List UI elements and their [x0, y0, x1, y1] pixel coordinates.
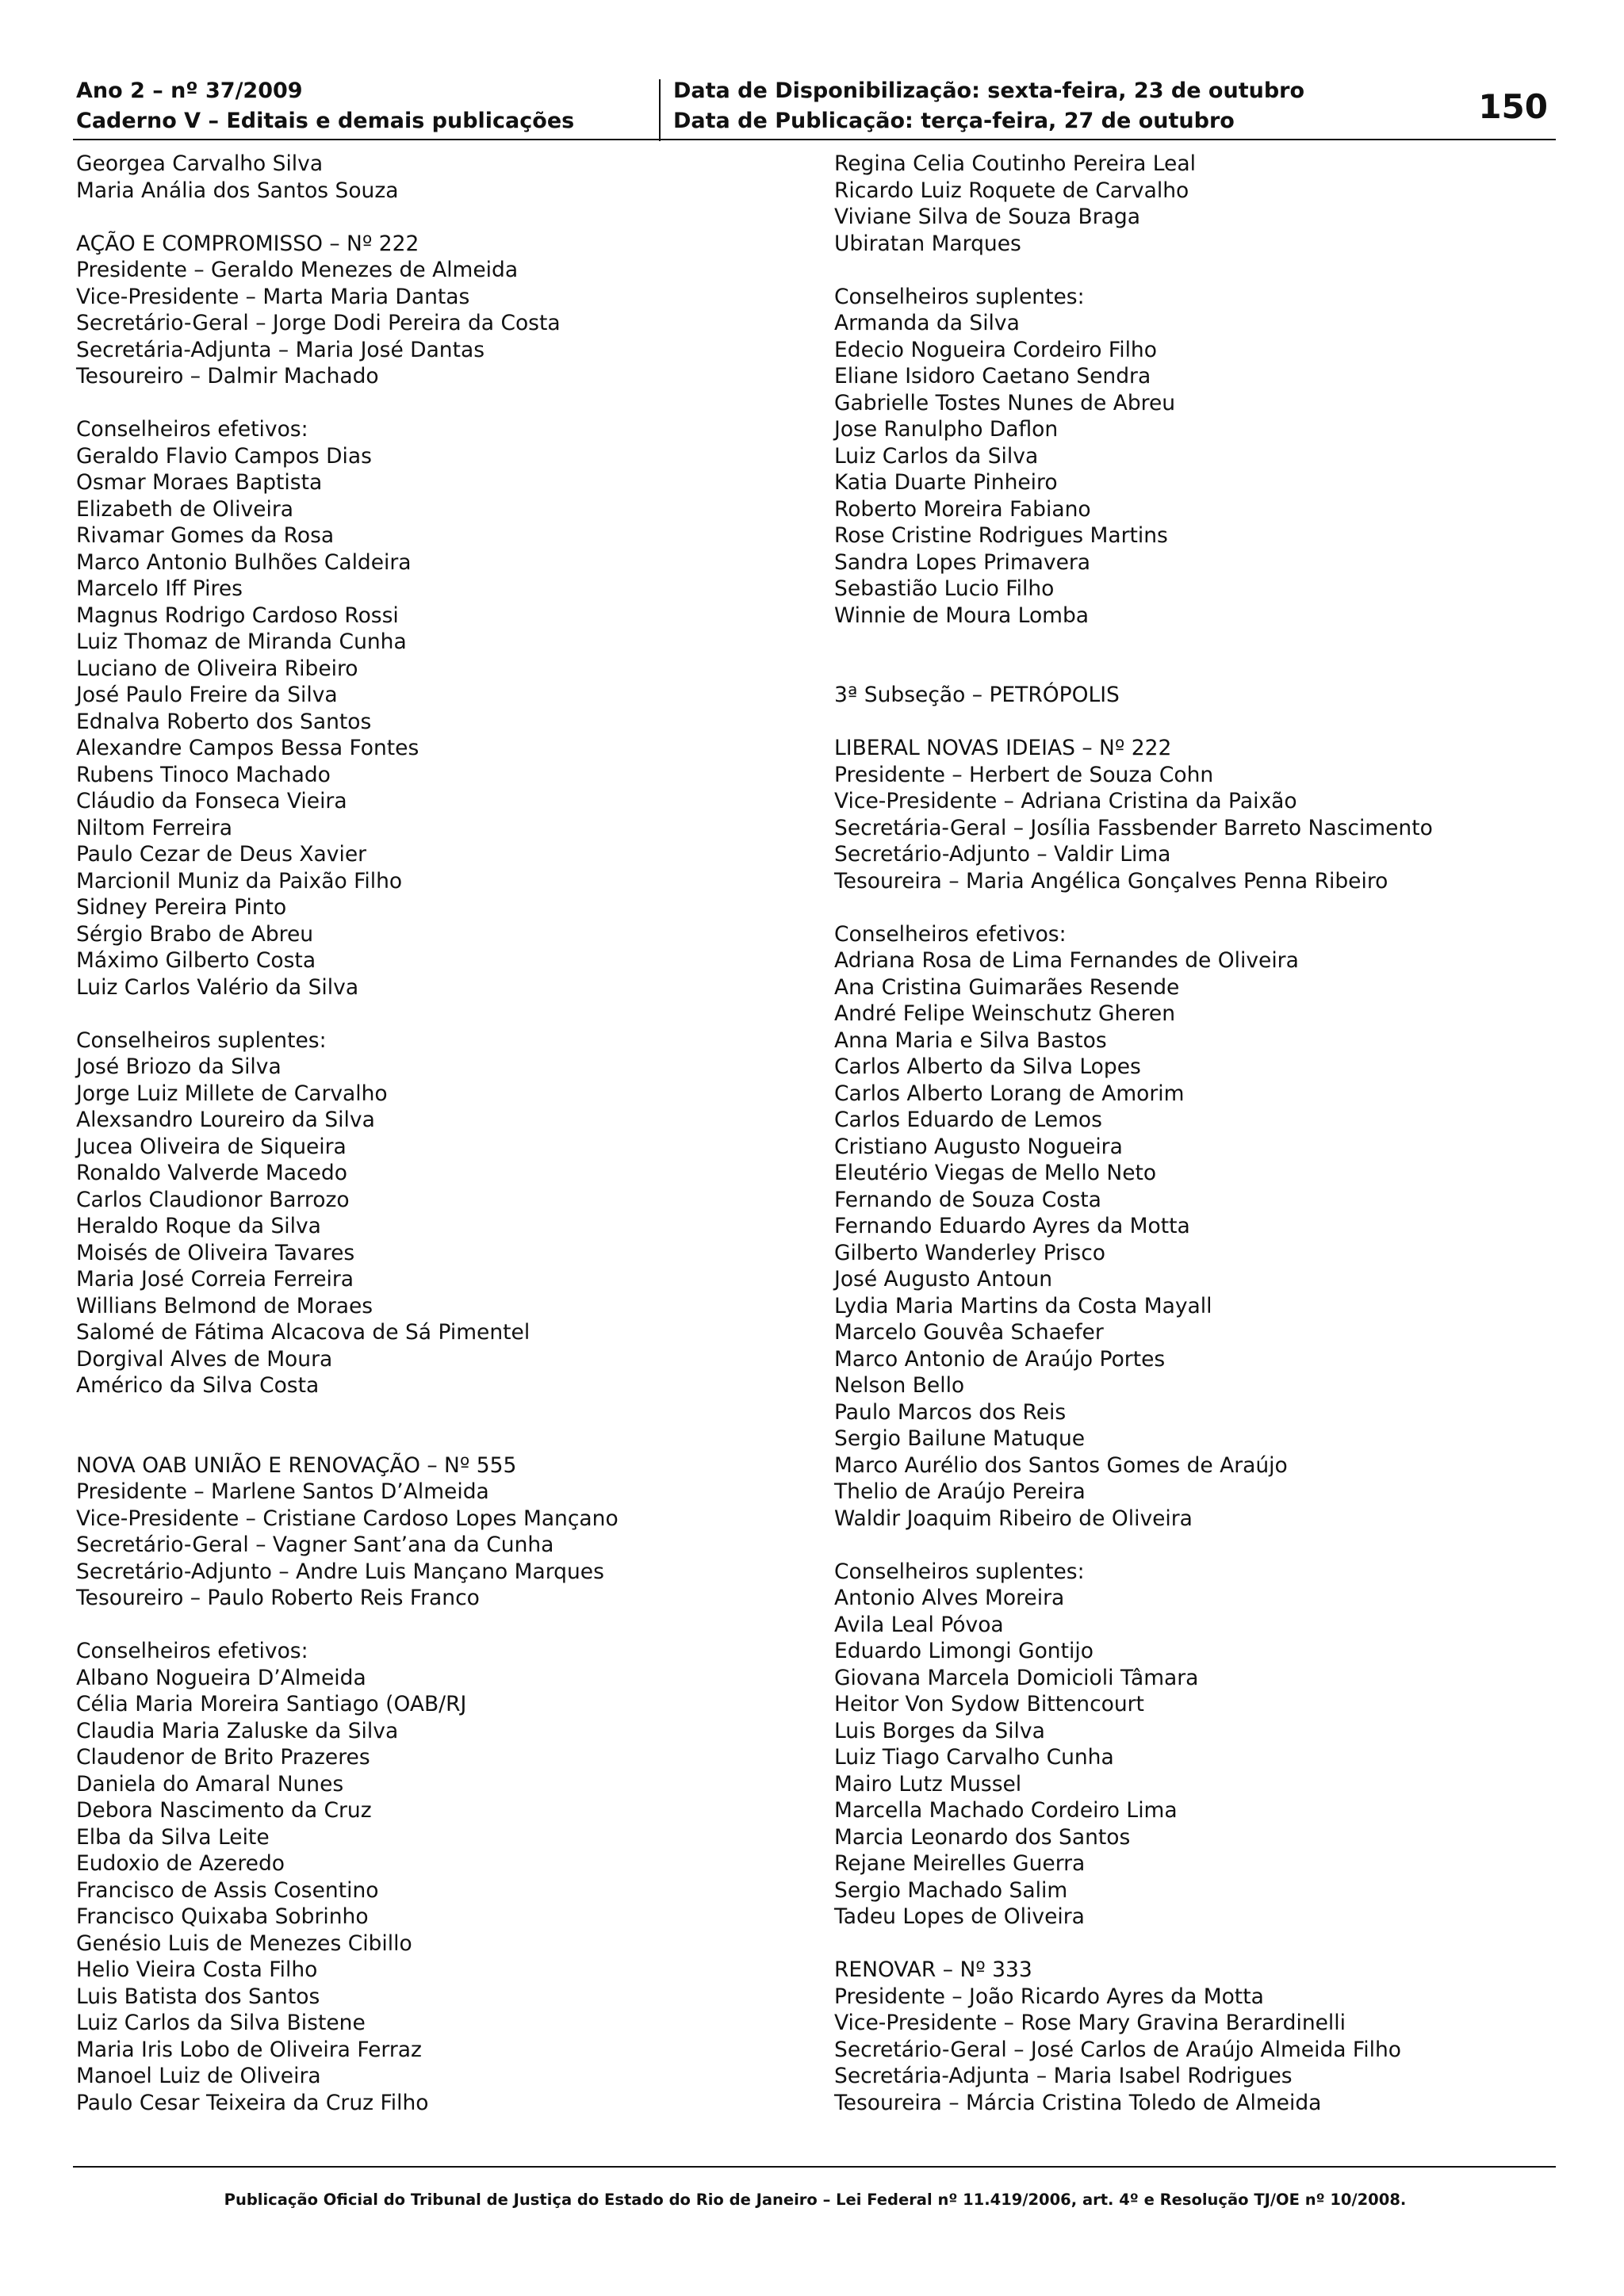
text-line: Secretário-Geral – Vagner Sant’ana da Cunha — [76, 1533, 554, 1557]
header-availability-date: Data de Disponibilização: sexta-feira, 23 de outubro — [673, 78, 1305, 103]
text-line: Cláudio da Fonseca Vieira — [76, 789, 347, 813]
text-line: Eliane Isidoro Caetano Sendra — [834, 364, 1151, 388]
text-line: Mairo Lutz Mussel — [834, 1771, 1022, 1797]
text-line: Elba da Silva Leite — [76, 1824, 270, 1850]
text-line: Ronaldo Valverde Macedo — [76, 1161, 347, 1185]
text-line: Marcella Machado Cordeiro Lima — [834, 1798, 1178, 1823]
text-line: Claudenor de Brito Prazeres — [76, 1745, 370, 1770]
right-column — [834, 151, 1548, 2116]
text-line: Tesoureira – Maria Angélica Gonçalves Penna Ribeiro — [834, 868, 1388, 894]
text-line: Antonio Alves Moreira — [834, 1586, 1065, 1610]
text-line: Winnie de Moura Lomba — [834, 603, 1090, 628]
blank-line — [834, 257, 1548, 284]
text-line: Katia Duarte Pinheiro — [834, 470, 1058, 495]
text-line: Ana Cristina Guimarães Resende — [834, 974, 1180, 1000]
blank-line — [76, 1001, 790, 1027]
text-line: José Augusto Antoun — [834, 1267, 1053, 1292]
text-line: Debora Nascimento da Cruz — [76, 1798, 372, 1823]
text-line: Willians Belmond de Moraes — [76, 1293, 373, 1318]
text-line: Secretária-Geral – Josília Fassbender Barreto Nascimento — [834, 815, 1433, 840]
text-line: Carlos Claudionor Barrozo — [76, 1187, 350, 1212]
text-line: Marcelo Gouvêa Schaefer — [834, 1320, 1104, 1345]
text-line: Presidente – Marlene Santos D’Almeida — [76, 1479, 489, 1504]
text-line: Alexsandro Loureiro da Silva — [76, 1108, 375, 1132]
text-line: Armanda da Silva — [834, 311, 1020, 335]
text-line: Sandra Lopes Primavera — [834, 549, 1091, 575]
text-line: Jucea Oliveira de Siqueira — [76, 1134, 347, 1159]
text-line: Francisco de Assis Cosentino — [76, 1877, 379, 1903]
text-line: Moisés de Oliveira Tavares — [76, 1240, 355, 1265]
text-line: Lydia Maria Martins da Costa Mayall — [834, 1293, 1212, 1318]
blank-line — [834, 894, 1548, 921]
text-line: Presidente – João Ricardo Ayres da Motta — [834, 1984, 1264, 2009]
blank-line — [834, 1532, 1548, 1559]
text-line: Heitor Von Sydow Bittencourt — [834, 1692, 1144, 1716]
header-rule — [73, 139, 1556, 140]
text-line: Roberto Moreira Fabiano — [834, 496, 1091, 522]
blank-line — [76, 390, 790, 417]
text-line: Rivamar Gomes da Rosa — [76, 523, 335, 548]
text-line: Tesoureiro – Paulo Roberto Reis Franco — [76, 1586, 480, 1610]
text-line: Manoel Luiz de Oliveira — [76, 2064, 321, 2088]
text-line: Adriana Rosa de Lima Fernandes de Oliveira — [834, 948, 1299, 973]
text-line: Conselheiros efetivos: — [76, 417, 308, 442]
text-line: Presidente – Herbert de Souza Cohn — [834, 762, 1214, 787]
text-line: Helio Vieira Costa Filho — [76, 1957, 318, 1982]
text-line: Conselheiros suplentes: — [834, 284, 1085, 309]
text-line: Dorgival Alves de Moura — [76, 1346, 333, 1372]
text-line: Carlos Eduardo de Lemos — [834, 1108, 1102, 1132]
text-line: Vice-Presidente – Rose Mary Gravina Berardinelli — [834, 2011, 1346, 2035]
text-line: Francisco Quixaba Sobrinho — [76, 1904, 369, 1929]
blank-line — [76, 1399, 790, 1426]
text-line: Sérgio Brabo de Abreu — [76, 921, 314, 947]
text-line: Paulo Cesar Teixeira da Cruz Filho — [76, 2090, 429, 2115]
header-dates — [661, 76, 1454, 140]
page-footer: Publicação Oficial do Tribunal de Justiça do Estado do Rio de Janeiro – Lei Federal nº 11.419/2006, art. 4º e Resolução TJ/OE nº 10/2008. — [224, 2191, 1407, 2209]
text-line: Sergio Bailune Matuque — [834, 1426, 1086, 1451]
blank-line — [834, 709, 1548, 736]
text-line: Paulo Marcos dos Reis — [834, 1399, 1067, 1425]
text-line: 3ª Subseção – PETRÓPOLIS — [834, 683, 1120, 707]
footer-rule — [73, 2166, 1556, 2168]
text-line: Maria Anália dos Santos Souza — [76, 178, 399, 203]
text-line: Avila Leal Póvoa — [834, 1612, 1004, 1637]
text-line: Paulo Cezar de Deus Xavier — [76, 842, 367, 867]
text-line: Conselheiros efetivos: — [834, 921, 1067, 947]
text-line: Luis Borges da Silva — [834, 1718, 1045, 1743]
text-line: Gabrielle Tostes Nunes de Abreu — [834, 390, 1176, 415]
page-number: 150 — [1478, 87, 1548, 126]
text-line: Sebastião Lucio Filho — [834, 576, 1055, 601]
text-line: Marco Antonio Bulhões Caldeira — [76, 549, 412, 575]
text-line: Cristiano Augusto Nogueira — [834, 1134, 1123, 1159]
text-line: Secretário-Adjunto – Valdir Lima — [834, 842, 1171, 867]
text-line: Marco Antonio de Araújo Portes — [834, 1346, 1166, 1372]
text-line: Osmar Moraes Baptista — [76, 470, 323, 495]
text-line: Luiz Thomaz de Miranda Cunha — [76, 629, 407, 654]
text-line: Anna Maria e Silva Bastos — [834, 1027, 1107, 1053]
blank-line — [76, 204, 790, 231]
text-line: Vice-Presidente – Marta Maria Dantas — [76, 284, 470, 309]
text-line: LIBERAL NOVAS IDEIAS – Nº 222 — [834, 736, 1172, 760]
text-line: Secretário-Adjunto – Andre Luis Mançano Marques — [76, 1559, 604, 1584]
text-line: Tesoureiro – Dalmir Machado — [76, 364, 379, 388]
text-line: AÇÃO E COMPROMISSO – Nº 222 — [76, 231, 419, 256]
header-section-line: Caderno V – Editais e demais publicações — [76, 109, 575, 133]
text-line: Carlos Alberto Lorang de Amorim — [834, 1081, 1185, 1106]
text-line: Tadeu Lopes de Oliveira — [834, 1904, 1085, 1929]
text-line: Heraldo Roque da Silva — [76, 1214, 321, 1238]
text-line: Nelson Bello — [834, 1373, 965, 1398]
text-line: Luiz Tiago Carvalho Cunha — [834, 1745, 1114, 1770]
text-line: Luciano de Oliveira Ribeiro — [76, 656, 358, 681]
text-line: Giovana Marcela Domicioli Tâmara — [834, 1665, 1199, 1690]
text-line: Alexandre Campos Bessa Fontes — [76, 736, 419, 760]
text-line: Secretária-Adjunta – Maria José Dantas — [76, 337, 485, 362]
text-line: Elizabeth de Oliveira — [76, 496, 293, 522]
text-line: Rose Cristine Rodrigues Martins — [834, 523, 1168, 548]
text-line: Célia Maria Moreira Santiago (OAB/RJ — [76, 1692, 467, 1716]
text-line: Marcelo Iff Pires — [76, 576, 243, 601]
text-line: Marcia Leonardo dos Santos — [834, 1824, 1131, 1850]
text-line: Viviane Silva de Souza Braga — [834, 205, 1140, 229]
text-line: Niltom Ferreira — [76, 815, 233, 840]
left-column — [76, 151, 790, 2116]
text-line: Rubens Tinoco Machado — [76, 762, 331, 787]
text-line: José Briozo da Silva — [76, 1054, 282, 1079]
text-line: RENOVAR – Nº 333 — [834, 1957, 1032, 1982]
text-line: Waldir Joaquim Ribeiro de Oliveira — [834, 1506, 1193, 1531]
text-line: Genésio Luis de Menezes Cibillo — [76, 1931, 412, 1956]
text-line: Salomé de Fátima Alcacova de Sá Pimentel — [76, 1320, 530, 1345]
text-line: Fernando de Souza Costa — [834, 1187, 1101, 1212]
text-line: Claudia Maria Zaluske da Silva — [76, 1718, 399, 1743]
text-line: Ubiratan Marques — [834, 231, 1021, 256]
blank-line — [834, 656, 1548, 683]
text-line: Luiz Carlos Valério da Silva — [76, 974, 359, 1000]
text-line: Eudoxio de Azeredo — [76, 1851, 285, 1876]
text-line: Jorge Luiz Millete de Carvalho — [76, 1081, 388, 1106]
text-line: Fernando Eduardo Ayres da Motta — [834, 1214, 1190, 1238]
text-line: André Felipe Weinschutz Gheren — [834, 1001, 1176, 1026]
text-line: Edecio Nogueira Cordeiro Filho — [834, 337, 1157, 362]
text-line: Eduardo Limongi Gontijo — [834, 1639, 1094, 1663]
text-line: Marco Aurélio dos Santos Gomes de Araújo — [834, 1452, 1288, 1478]
header-edition-line: Ano 2 – nº 37/2009 — [76, 78, 303, 103]
text-line: Américo da Silva Costa — [76, 1373, 320, 1398]
text-line: Maria José Correia Ferreira — [76, 1267, 354, 1292]
text-line: Marcionil Muniz da Paixão Filho — [76, 868, 403, 894]
text-line: Carlos Alberto da Silva Lopes — [834, 1054, 1141, 1079]
text-line: Luiz Carlos da Silva — [834, 443, 1039, 469]
text-line: Secretária-Adjunta – Maria Isabel Rodrigues — [834, 2064, 1293, 2088]
text-line: Ednalva Roberto dos Santos — [76, 709, 372, 734]
text-line: Tesoureira – Márcia Cristina Toledo de Almeida — [834, 2090, 1322, 2115]
text-line: Maria Iris Lobo de Oliveira Ferraz — [76, 2037, 422, 2062]
text-line: Secretário-Geral – José Carlos de Araújo Almeida Filho — [834, 2037, 1401, 2062]
text-line: Jose Ranulpho Daflon — [834, 417, 1059, 442]
text-line: Vice-Presidente – Cristiane Cardoso Lopes Mançano — [76, 1506, 619, 1531]
text-line: Máximo Gilberto Costa — [76, 948, 316, 973]
text-line: Ricardo Luiz Roquete de Carvalho — [834, 178, 1189, 203]
text-line: Conselheiros suplentes: — [834, 1559, 1085, 1584]
text-line: Eleutério Viegas de Mello Neto — [834, 1161, 1157, 1185]
text-line: Albano Nogueira D’Almeida — [76, 1665, 366, 1690]
text-line: Regina Celia Coutinho Pereira Leal — [834, 151, 1196, 176]
text-line: Sidney Pereira Pinto — [76, 895, 287, 920]
text-line: Secretário-Geral – Jorge Dodi Pereira da Costa — [76, 311, 561, 335]
page-header — [76, 76, 1554, 140]
text-line: Thelio de Araújo Pereira — [834, 1479, 1086, 1504]
text-line: Gilberto Wanderley Prisco — [834, 1240, 1106, 1265]
blank-line — [834, 629, 1548, 656]
text-line: Rejane Meirelles Guerra — [834, 1851, 1086, 1876]
blank-line — [834, 1931, 1548, 1957]
text-line: Luis Batista dos Santos — [76, 1984, 320, 2009]
text-line: Presidente – Geraldo Menezes de Almeida — [76, 258, 519, 282]
text-line: José Paulo Freire da Silva — [76, 683, 338, 707]
blank-line — [76, 1612, 790, 1639]
text-line: Magnus Rodrigo Cardoso Rossi — [76, 603, 399, 628]
text-line: Vice-Presidente – Adriana Cristina da Paixão — [834, 789, 1297, 813]
header-publication-date: Data de Publicação: terça-feira, 27 de outubro — [673, 109, 1235, 133]
text-line: Conselheiros efetivos: — [76, 1639, 308, 1663]
header-edition-info — [76, 76, 659, 140]
text-line: Sergio Machado Salim — [834, 1877, 1068, 1903]
blank-line — [76, 1425, 790, 1452]
text-line: Luiz Carlos da Silva Bistene — [76, 2011, 366, 2035]
text-line: Geraldo Flavio Campos Dias — [76, 443, 372, 469]
text-line: Daniela do Amaral Nunes — [76, 1771, 344, 1797]
text-line: Georgea Carvalho Silva — [76, 151, 324, 176]
text-line: Conselheiros suplentes: — [76, 1027, 327, 1053]
text-line: NOVA OAB UNIÃO E RENOVAÇÃO – Nº 555 — [76, 1452, 517, 1478]
